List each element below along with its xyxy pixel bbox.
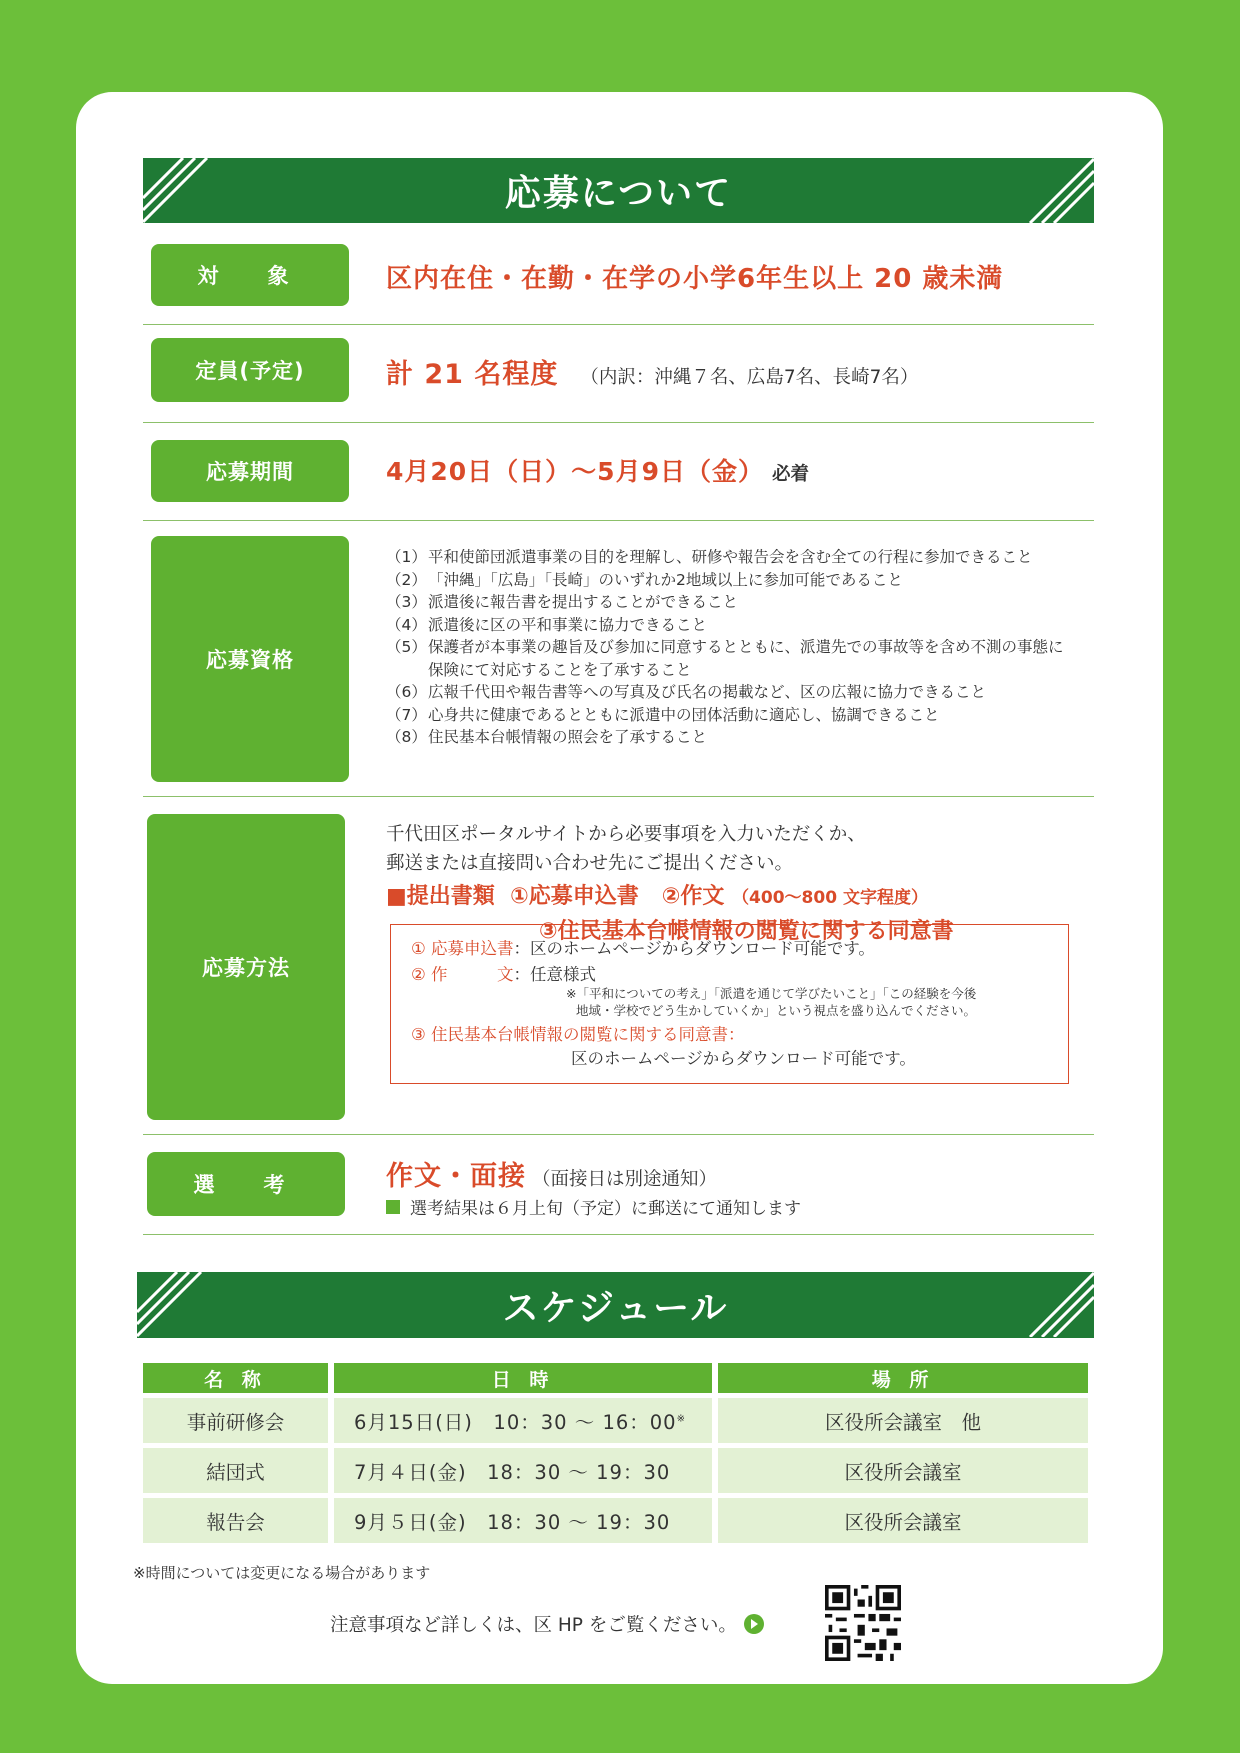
square-bullet-icon: [386, 1200, 400, 1214]
note-3-label: ③ 住民基本台帳情報の閲覧に関する同意書：: [411, 1025, 745, 1044]
list-item: （1） 平和使節団派遣事業の目的を理解し、研修や報告会を含む全ての行程に参加できること: [386, 548, 1033, 566]
target-value: 区内在住・在勤・在学の小学6年生以上 20 歳未満: [386, 264, 1004, 294]
doc-2: ②作文: [661, 884, 725, 909]
method-row: [143, 798, 1094, 1135]
cell-place: 区役所会議室 他: [718, 1398, 1088, 1443]
note-2-label: ② 作 文: [411, 965, 514, 984]
target-label: 対 象: [151, 244, 349, 306]
method-line-1: 千代田区ポータルサイトから必要事項を入力いただくか、: [386, 824, 866, 845]
table-row: [143, 1398, 1088, 1443]
selection-value: 作文・面接: [386, 1161, 526, 1192]
docs-title: ■提出書類: [386, 884, 495, 909]
schedule-note: ※時間については変更になる場合があります: [133, 1564, 431, 1582]
table-row: [143, 1448, 1088, 1493]
cell-name: 事前研修会: [143, 1398, 328, 1443]
selection-label: 選 考: [147, 1152, 345, 1216]
capacity-detail: （内訳：沖縄７名、広島7名、長崎7名）: [580, 367, 919, 388]
note-1-label: ① 応募申込書: [411, 939, 514, 958]
method-label: 応募方法: [147, 814, 345, 1120]
list-item: （6） 広報千代田や報告書等への写真及び氏名の掲載など、区の広報に協力できること: [386, 683, 987, 701]
note-3-text: 区のホームページからダウンロード可能です。: [571, 1049, 916, 1068]
stripe-decoration-icon: [1024, 1272, 1094, 1337]
header-datetime: 日 時: [334, 1363, 712, 1393]
note-2-small-2: 地域・学校でどう生かしていくか」という視点を盛り込んでください。: [576, 1003, 977, 1018]
period-label: 応募期間: [151, 440, 349, 502]
period-row: [143, 424, 1094, 521]
cell-datetime: 7月４日(金) 18：30 ～ 19：30: [334, 1448, 712, 1493]
stripe-decoration-icon: [1024, 158, 1094, 223]
arrow-circle-icon[interactable]: [743, 1613, 765, 1635]
table-header-row: [143, 1363, 1088, 1393]
header-name: 名 称: [143, 1363, 328, 1393]
method-line-2: 郵送または直接問い合わせ先にご提出ください。: [386, 853, 794, 874]
cell-datetime: 6月15日(日) 10：30 ～ 16：00※: [334, 1398, 712, 1443]
selection-sub: 選考結果は６月上旬（予定）に郵送にて通知します: [410, 1199, 801, 1219]
stripe-decoration-icon: [143, 158, 213, 223]
cell-name: 報告会: [143, 1498, 328, 1543]
selection-row: [143, 1136, 1094, 1235]
method-notebox: [390, 924, 1069, 1084]
cell-place: 区役所会議室: [718, 1448, 1088, 1493]
qr-code-icon[interactable]: [825, 1585, 901, 1661]
list-item: （8） 住民基本台帳情報の照会を了承すること: [386, 728, 708, 746]
schedule-title: スケジュール: [502, 1287, 729, 1329]
doc-3: ③住民基本台帳情報の閲覧に関する同意書: [539, 919, 954, 944]
header-place: 場 所: [718, 1363, 1088, 1393]
doc-2-note: （400～800 文字程度）: [732, 888, 928, 908]
capacity-row: [143, 326, 1094, 423]
target-row: [143, 234, 1094, 325]
list-item: （2） 「沖縄」「広島」「長崎」のいずれか2地域以上に参加可能であること: [386, 570, 903, 589]
capacity-value: 計 21 名程度: [386, 359, 559, 390]
cell-place: 区役所会議室: [718, 1498, 1088, 1543]
schedule-banner: [137, 1272, 1094, 1338]
cell-name: 結団式: [143, 1448, 328, 1493]
schedule-table: [137, 1358, 1094, 1548]
footer-text: 注意事項など詳しくは、区 HP をご覧ください。: [330, 1615, 737, 1636]
period-value: 4月20日（日）～5月9日（金）: [386, 457, 764, 486]
period-suffix: 必着: [771, 464, 809, 485]
qualification-label: 応募資格: [151, 536, 349, 782]
note-1-text: ：区のホームページからダウンロード可能です。: [513, 939, 875, 958]
list-item: （3） 派遣後に報告書を提出することができること: [386, 593, 739, 611]
qualification-row: [143, 522, 1094, 797]
qualification-list: [386, 546, 1076, 749]
doc-1: ①応募申込書: [510, 884, 639, 909]
stripe-decoration-icon: [137, 1272, 207, 1337]
note-2-small-1: ※「平和についての考え」「派遣を通じて学びたいこと」「この経験を今後: [566, 986, 977, 1001]
list-item: （4） 派遣後に区の平和事業に協力できること: [386, 615, 708, 634]
cell-datetime: 9月５日(金) 18：30 ～ 19：30: [334, 1498, 712, 1543]
application-banner: [143, 158, 1094, 223]
table-row: [143, 1498, 1088, 1543]
list-item: （7） 心身共に健康であるとともに派遣中の団体活動に適応し、協調できること: [386, 705, 940, 724]
note-2-text: ：任意様式: [513, 965, 597, 984]
application-title: 応募について: [504, 173, 733, 214]
list-item: （5） 保護者が本事業の趣旨及び参加に同意するとともに、派遣先での事故等を含め不測の事態に保険にて対応することを了承すること: [386, 638, 1064, 679]
capacity-label: 定員(予定): [151, 338, 349, 402]
selection-detail: （面接日は別途通知）: [532, 1169, 718, 1190]
